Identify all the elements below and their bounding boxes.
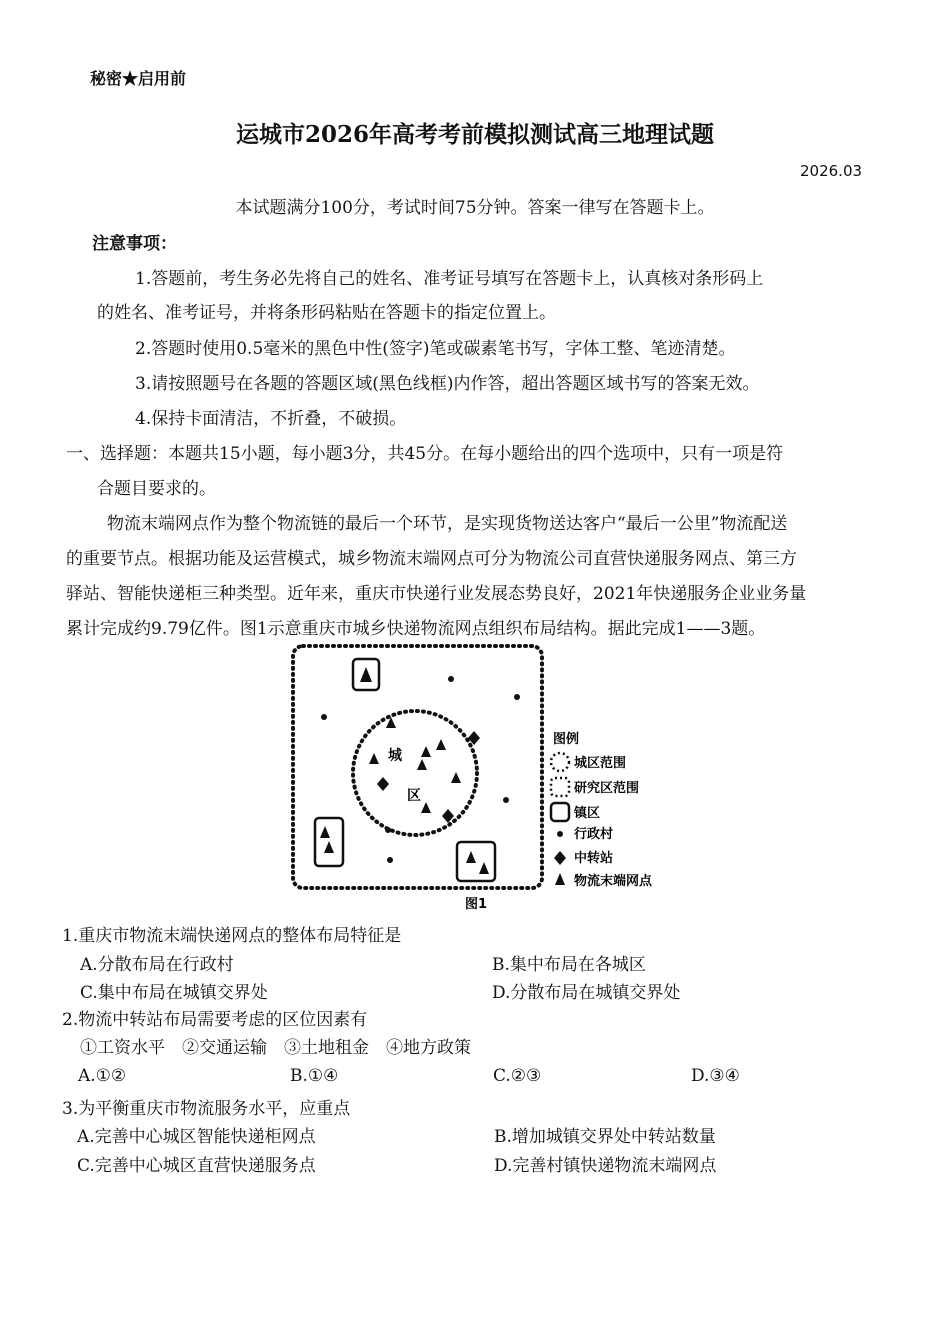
village-dot — [387, 857, 393, 863]
terminal-point-icon — [320, 826, 330, 838]
question-2-option-b[interactable]: B.①④ — [290, 1066, 339, 1086]
village-dot — [321, 714, 327, 720]
legend-study-area: 研究区范围 — [574, 781, 640, 796]
question-3-option-d[interactable]: D.完善村镇快递物流末端网点 — [494, 1156, 717, 1176]
village-dot — [448, 676, 454, 682]
note-item-3: 3.请按照题号在各题的答题区域(黑色线框)内作答，超出答题区域书写的答案无效。 — [135, 374, 760, 394]
question-1-option-d[interactable]: D.分散布局在城镇交界处 — [492, 983, 681, 1003]
exam-title: 运城市2026年高考考前模拟测试高三地理试题 — [235, 121, 714, 148]
legend-village-icon — [557, 831, 563, 837]
confidential-mark: 秘密★启用前 — [90, 69, 187, 88]
village-dot — [385, 827, 391, 833]
city-area-boundary — [353, 711, 477, 835]
transfer-station-icon — [468, 731, 480, 745]
question-1-option-a[interactable]: A.分散布局在行政村 — [80, 955, 234, 975]
terminal-point-icon — [451, 772, 461, 783]
passage-line-3: 驿站、智能快递柜三种类型。近年来，重庆市快递行业发展态势良好，2021年快递服务企业业务量 — [66, 584, 807, 604]
terminal-point-icon — [421, 802, 431, 813]
legend-terminal-icon — [555, 873, 565, 885]
legend-transfer-icon — [554, 851, 566, 865]
city-label-char-1: 城 — [388, 748, 402, 764]
terminal-point-icon — [360, 667, 372, 682]
figure-1-map — [285, 642, 675, 914]
note-item-1-line-2: 的姓名、准考证号，并将条形码粘贴在答题卡的指定位置上。 — [97, 303, 556, 323]
legend-town-icon — [551, 803, 569, 821]
passage-line-4: 累计完成约9.79亿件。图1示意重庆市城乡快递物流网点组织布局结构。据此完成1——3题。 — [66, 619, 766, 639]
question-2-option-a[interactable]: A.①② — [78, 1066, 127, 1086]
question-1-stem: 1.重庆市物流末端快递网点的整体布局特征是 — [62, 926, 402, 946]
question-3-option-b[interactable]: B.增加城镇交界处中转站数量 — [494, 1127, 716, 1147]
terminal-point-icon — [421, 746, 431, 757]
legend-transfer: 中转站 — [574, 851, 614, 866]
terminal-point-icon — [466, 851, 476, 863]
legend-study-area-icon — [551, 778, 569, 796]
section-heading-line-1: 一、选择题：本题共15小题，每小题3分，共45分。在每小题给出的四个选项中，只有一项是符 — [66, 444, 784, 464]
figure-caption: 图1 — [465, 897, 488, 912]
terminal-point-icon — [324, 841, 334, 853]
question-1-option-b[interactable]: B.集中布局在各城区 — [492, 955, 646, 975]
legend-title: 图例 — [553, 732, 580, 747]
legend-city-area-icon — [551, 753, 569, 771]
terminal-point-icon — [479, 862, 489, 874]
figure-legend — [551, 731, 653, 889]
city-label-char-2: 区 — [407, 788, 421, 804]
question-2-option-c[interactable]: C.②③ — [493, 1066, 542, 1086]
question-3-stem: 3.为平衡重庆市物流服务水平，应重点 — [62, 1099, 351, 1119]
section-heading-line-2: 合题目要求的。 — [97, 479, 216, 499]
passage-line-2: 的重要节点。根据功能及运营模式，城乡物流末端网点可分为物流公司直营快递服务网点、第三方 — [66, 549, 797, 569]
passage-line-1: 物流末端网点作为整个物流链的最后一个环节，是实现货物送达客户“最后一公里”物流配送 — [107, 514, 788, 534]
town-box — [457, 842, 495, 881]
village-dot — [514, 694, 520, 700]
question-1-option-c[interactable]: C.集中布局在城镇交界处 — [80, 983, 268, 1003]
legend-terminal: 物流末端网点 — [574, 874, 653, 889]
question-2-option-d[interactable]: D.③④ — [691, 1066, 740, 1086]
note-item-1-line-1: 1.答题前，考生务必先将自己的姓名、准考证号填写在答题卡上，认真核对条形码上 — [135, 269, 764, 289]
notes-heading: 注意事项： — [92, 234, 177, 254]
village-dot — [503, 797, 509, 803]
legend-city-area: 城区范围 — [574, 756, 627, 771]
exam-intro: 本试题满分100分，考试时间75分钟。答案一律写在答题卡上。 — [235, 198, 715, 218]
legend-town: 镇区 — [574, 806, 601, 821]
note-item-2: 2.答题时使用0.5毫米的黑色中性(签字)笔或碳素笔书写，字体工整、笔迹清楚。 — [135, 339, 736, 359]
terminal-point-icon — [369, 753, 379, 764]
exam-date: 2026.03 — [800, 162, 863, 180]
transfer-station-icon — [377, 777, 389, 791]
question-2-stem: 2.物流中转站布局需要考虑的区位因素有 — [62, 1010, 368, 1030]
question-2-factors: ①工资水平 ②交通运输 ③土地租金 ④地方政策 — [80, 1038, 471, 1058]
note-item-4: 4.保持卡面清洁，不折叠，不破损。 — [135, 409, 407, 429]
question-3-option-c[interactable]: C.完善中心城区直营快递服务点 — [77, 1156, 316, 1176]
terminal-point-icon — [417, 759, 427, 770]
legend-village: 行政村 — [574, 827, 614, 842]
terminal-point-icon — [436, 739, 446, 750]
question-3-option-a[interactable]: A.完善中心城区智能快递柜网点 — [77, 1127, 316, 1147]
